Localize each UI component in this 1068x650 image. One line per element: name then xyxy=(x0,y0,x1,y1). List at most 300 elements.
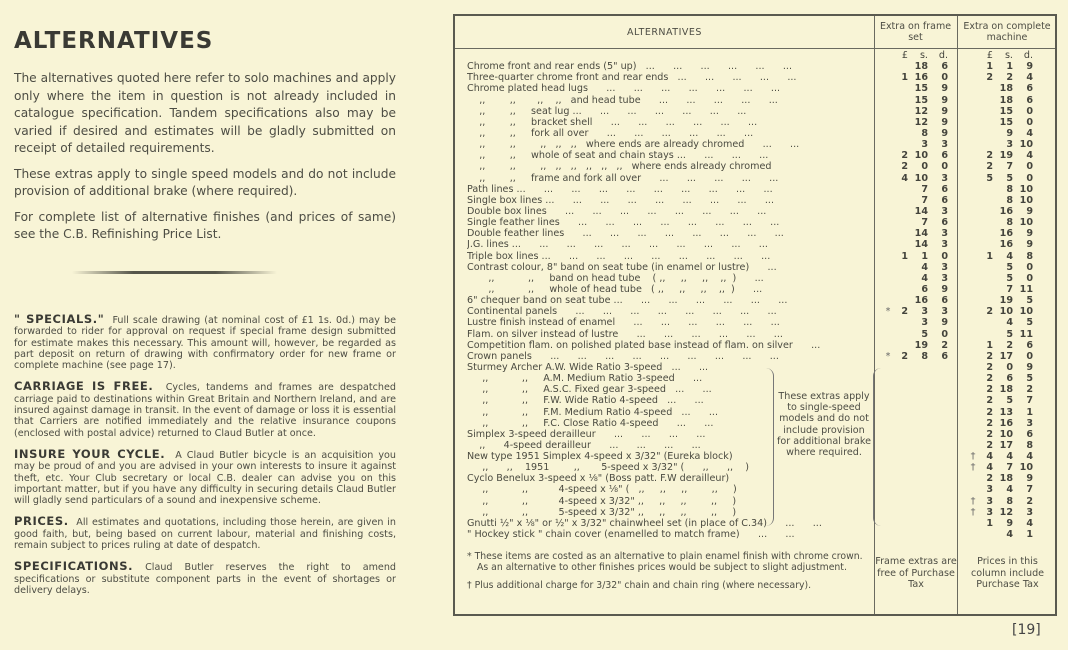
price-shillings: 8 xyxy=(921,350,928,362)
complete-machine-price xyxy=(967,128,1057,139)
frame-set-price xyxy=(882,195,962,206)
price-pounds: 1 xyxy=(986,250,993,262)
price-shillings: 5 xyxy=(1006,172,1013,184)
item-description: ,, ,, F.M. Medium Ratio 4-speed ... ... xyxy=(467,406,719,418)
price-shillings: 16 xyxy=(999,417,1013,429)
price-shillings: 10 xyxy=(999,428,1013,440)
table-row xyxy=(467,139,1057,150)
price-pounds xyxy=(979,195,993,206)
price-pence: 3 xyxy=(941,239,948,251)
item-description: ,, ,, whole of seat and chain stays ... ... ... ... xyxy=(467,150,769,162)
price-pence: 0 xyxy=(941,328,948,340)
price-pounds: 2 xyxy=(986,406,993,418)
price-pounds xyxy=(979,317,993,328)
complete-machine-price xyxy=(967,106,1057,117)
table-row xyxy=(467,451,1057,462)
units-row xyxy=(467,50,1057,61)
price-pence: 11 xyxy=(1019,283,1033,295)
unit-shillings: s. xyxy=(919,50,928,61)
price-shillings: 4 xyxy=(1006,484,1013,496)
price-pounds xyxy=(894,195,908,206)
complete-machine-price xyxy=(967,161,1057,172)
price-pence: 6 xyxy=(1026,94,1033,106)
price-mark xyxy=(882,184,894,195)
note-text: Full scale drawing (at nominal cost of £1 1s. 0d.) may be forwarded to rider for approval on request if special frame design submitted for estimate makes this necessary. This amount will, however, be regarded as part deposit on return of drawing with confirmatory order for new frame or complete machine (see page 17). xyxy=(14,315,396,372)
price-mark xyxy=(882,95,894,106)
price-mark xyxy=(967,128,979,139)
price-mark xyxy=(967,195,979,206)
price-pounds xyxy=(979,184,993,195)
table-row xyxy=(467,362,1057,373)
frame-set-price xyxy=(882,117,962,128)
price-mark xyxy=(967,206,979,217)
price-pence: 9 xyxy=(941,127,948,139)
price-pounds: 2 xyxy=(986,428,993,440)
price-pounds: 1 xyxy=(901,72,908,84)
price-pence: 9 xyxy=(941,94,948,106)
note-text: A Claud Butler bicycle is an acquisition you may be proud of and you are advised in your own interests to insure it against theft, etc. Your Club secretary or local C.B. dealer can advise you on this important matter, but if you have any difficulty in securing details Claud Butler will gladly send particulars of a sound and inexpensive scheme. xyxy=(14,449,397,507)
price-pounds xyxy=(894,239,908,250)
price-shillings: 19 xyxy=(914,339,928,351)
complete-machine-price xyxy=(967,228,1057,239)
price-mark xyxy=(882,83,894,94)
price-mark xyxy=(967,529,979,540)
price-shillings: 19 xyxy=(999,295,1013,307)
price-shillings: 1 xyxy=(921,250,928,262)
table-row xyxy=(467,351,1057,362)
price-shillings: 7 xyxy=(1006,161,1013,173)
complete-machine-price xyxy=(967,407,1057,418)
frame-set-price xyxy=(882,106,962,117)
frame-set-price xyxy=(882,340,962,351)
price-pounds: 2 xyxy=(986,350,993,362)
price-pence: 6 xyxy=(941,350,948,362)
price-pounds xyxy=(894,117,908,128)
price-shillings: 15 xyxy=(999,116,1013,128)
price-pence: 4 xyxy=(1026,451,1033,463)
price-mark xyxy=(882,117,894,128)
table-row xyxy=(467,95,1057,106)
price-mark xyxy=(882,139,894,150)
alternatives-price-table xyxy=(453,14,1057,616)
price-shillings: 8 xyxy=(1006,217,1013,229)
price-pence: 0 xyxy=(1026,272,1033,284)
note-specials xyxy=(14,314,396,371)
price-shillings: 7 xyxy=(921,194,928,206)
table-row xyxy=(467,128,1057,139)
table-row xyxy=(467,117,1057,128)
price-pence: 9 xyxy=(941,283,948,295)
price-pence: 9 xyxy=(1026,239,1033,251)
table-body xyxy=(467,50,1057,540)
complete-machine-price xyxy=(967,284,1057,295)
price-pounds: 4 xyxy=(986,462,993,474)
price-mark xyxy=(967,61,979,72)
item-description: ,, ,, fork all over ... ... ... ... ... ... xyxy=(467,127,754,139)
price-shillings: 10 xyxy=(914,172,928,184)
unit-shillings: s. xyxy=(1004,50,1013,61)
price-shillings: 16 xyxy=(914,295,928,307)
item-description: Three-quarter chrome front and rear ends ... ... ... ... ... xyxy=(467,72,797,84)
header-alternatives: ALTERNATIVES xyxy=(627,26,702,38)
table-row xyxy=(467,262,1057,273)
price-mark xyxy=(967,72,979,83)
intro-paragraph: These extras apply to single speed models and do not include provision of additional brake (where required). xyxy=(14,166,396,198)
price-pounds xyxy=(979,83,993,94)
price-mark xyxy=(967,95,979,106)
complete-machine-price xyxy=(967,529,1057,540)
price-mark xyxy=(882,72,894,83)
price-mark xyxy=(967,340,979,351)
price-pence: 0 xyxy=(941,72,948,84)
price-shillings: 14 xyxy=(914,228,928,240)
price-pence: 9 xyxy=(941,83,948,95)
frame-tax-note: Frame extras are free of Purchase Tax xyxy=(875,556,957,590)
price-pence: 5 xyxy=(1026,317,1033,329)
price-pounds xyxy=(979,206,993,217)
table-row xyxy=(467,83,1057,94)
price-pence: 3 xyxy=(941,261,948,273)
price-pence: 4 xyxy=(1026,517,1033,529)
complete-machine-price xyxy=(967,150,1057,161)
price-pounds: 2 xyxy=(986,72,993,84)
price-mark xyxy=(967,273,979,284)
price-shillings: 5 xyxy=(1006,395,1013,407)
complete-machine-price xyxy=(967,83,1057,94)
complete-machine-price xyxy=(967,340,1057,351)
footnote-asterisk: * These items are costed as an alternative to plain enamel finish with chrome crown. As an alternative to other finishes prices would be subject to slight adjustment. xyxy=(467,551,863,574)
complete-machine-price xyxy=(967,117,1057,128)
item-description: Crown panels ... ... ... ... ... ... ... ... ... xyxy=(467,350,779,362)
table-row xyxy=(467,484,1057,495)
complete-machine-price xyxy=(967,295,1057,306)
price-shillings: 8 xyxy=(1006,183,1013,195)
price-pence: 10 xyxy=(1019,183,1033,195)
table-row xyxy=(467,306,1057,317)
frame-set-price xyxy=(882,251,962,262)
item-description: 6" chequer band on seat tube ... ... ... ... ... ... ... xyxy=(467,295,788,307)
price-mark xyxy=(967,83,979,94)
price-shillings: 16 xyxy=(999,228,1013,240)
price-pounds: 2 xyxy=(986,361,993,373)
price-pence: 0 xyxy=(1026,116,1033,128)
price-mark xyxy=(967,150,979,161)
price-mark xyxy=(882,173,894,184)
price-pence: 8 xyxy=(1026,250,1033,262)
table-row xyxy=(467,473,1057,484)
table-row xyxy=(467,496,1057,507)
frame-set-price xyxy=(882,72,962,83)
complete-machine-price xyxy=(967,139,1057,150)
price-shillings: 16 xyxy=(914,72,928,84)
complete-machine-price xyxy=(967,72,1057,83)
frame-set-price xyxy=(882,295,962,306)
unit-pence: d. xyxy=(938,50,948,61)
complete-machine-price xyxy=(967,195,1057,206)
price-pounds xyxy=(894,83,908,94)
item-description: Double feather lines ... ... ... ... ... ... ... ... xyxy=(467,228,784,240)
table-row xyxy=(467,61,1057,72)
gear-extras-note: These extras apply to single-speed models and do not include provision for additional brake where required. xyxy=(777,391,871,459)
price-pence: 9 xyxy=(1026,361,1033,373)
complete-machine-price xyxy=(967,362,1057,373)
table-row xyxy=(467,217,1057,228)
price-mark xyxy=(967,117,979,128)
price-pounds xyxy=(894,295,908,306)
price-pence: 10 xyxy=(1019,194,1033,206)
price-mark xyxy=(967,106,979,117)
note-carriage xyxy=(14,381,396,438)
item-description: Double box lines ... ... ... ... ... ... ... ... xyxy=(467,205,767,217)
price-shillings: 5 xyxy=(1006,272,1013,284)
price-shillings: 15 xyxy=(914,83,928,95)
price-mark xyxy=(882,106,894,117)
price-pence: 6 xyxy=(941,217,948,229)
price-shillings: 18 xyxy=(999,384,1013,396)
unit-pounds: £ xyxy=(986,50,993,61)
price-shillings: 7 xyxy=(1006,283,1013,295)
price-pounds xyxy=(894,61,908,72)
price-pounds: 2 xyxy=(986,417,993,429)
table-row xyxy=(467,395,1057,406)
price-mark xyxy=(882,195,894,206)
price-pence: 3 xyxy=(1026,506,1033,518)
price-pence: 9 xyxy=(1026,473,1033,485)
price-mark xyxy=(967,284,979,295)
price-pounds: 1 xyxy=(901,250,908,262)
price-mark xyxy=(967,295,979,306)
price-shillings: 17 xyxy=(999,350,1013,362)
price-pence: 5 xyxy=(1026,295,1033,307)
price-mark xyxy=(967,329,979,340)
complete-machine-price xyxy=(967,173,1057,184)
right-brace xyxy=(873,368,882,526)
price-pence: 0 xyxy=(1026,172,1033,184)
price-shillings: 18 xyxy=(999,83,1013,95)
price-mark xyxy=(967,418,979,429)
price-pounds: 2 xyxy=(986,395,993,407)
price-shillings: 18 xyxy=(999,473,1013,485)
item-description: J.G. lines ... ... ... ... ... ... ... ... ... ... xyxy=(467,239,768,251)
price-shillings: 12 xyxy=(914,116,928,128)
complete-machine-price xyxy=(967,206,1057,217)
price-shillings: 4 xyxy=(1006,451,1013,463)
complete-machine-price xyxy=(967,473,1057,484)
frame-set-price xyxy=(882,83,962,94)
price-pounds: 1 xyxy=(986,61,993,73)
price-shillings: 1 xyxy=(1006,61,1013,73)
item-description: " Hockey stick " chain cover (enamelled to match frame) ... ... xyxy=(467,529,795,541)
price-pence: 2 xyxy=(1026,495,1033,507)
price-mark xyxy=(882,239,894,250)
price-shillings: 8 xyxy=(921,127,928,139)
price-shillings: 5 xyxy=(1006,261,1013,273)
item-description: Lustre finish instead of enamel ... ... ... ... ... ... xyxy=(467,317,780,329)
price-pence: 4 xyxy=(1026,150,1033,162)
table-row xyxy=(467,429,1057,440)
unit-pence: d. xyxy=(1023,50,1033,61)
price-mark xyxy=(882,295,894,306)
frame-set-price xyxy=(882,150,962,161)
item-description: ,, ,, 4-speed x 3/32" ,, ,, ,, ,, ) xyxy=(467,495,737,507)
frame-set-price xyxy=(882,284,962,295)
price-pence: 2 xyxy=(941,339,948,351)
price-pence: 7 xyxy=(1026,484,1033,496)
price-pence: 5 xyxy=(1026,373,1033,385)
price-pounds: 5 xyxy=(986,172,993,184)
price-shillings: 18 xyxy=(914,61,928,73)
price-pounds: 2 xyxy=(901,350,908,362)
price-pounds xyxy=(979,295,993,306)
table-row xyxy=(467,529,1057,540)
table-row xyxy=(467,206,1057,217)
price-mark xyxy=(882,161,894,172)
price-pence: 6 xyxy=(941,61,948,73)
item-description: Continental panels ... ... ... ... ... ... ... ... xyxy=(467,306,777,318)
table-row xyxy=(467,462,1057,473)
price-pence: 3 xyxy=(1026,417,1033,429)
complete-machine-price xyxy=(967,440,1057,451)
price-pounds xyxy=(894,273,908,284)
price-pounds: 2 xyxy=(901,161,908,173)
price-pounds: 2 xyxy=(986,161,993,173)
price-mark xyxy=(967,173,979,184)
price-pence: 1 xyxy=(1026,529,1033,541)
price-pence: 3 xyxy=(941,228,948,240)
price-shillings: 3 xyxy=(921,139,928,151)
frame-set-price xyxy=(882,184,962,195)
complete-machine-price xyxy=(967,351,1057,362)
price-mark: † xyxy=(970,495,976,507)
complete-machine-price xyxy=(967,518,1057,529)
price-mark: * xyxy=(885,306,891,318)
item-description: Contrast colour, 8" band on seat tube (in enamel or lustre) ... xyxy=(467,261,777,273)
item-description: Sturmey Archer A.W. Wide Ratio 3-speed ... ... xyxy=(467,361,709,373)
price-mark xyxy=(882,284,894,295)
price-mark xyxy=(967,306,979,317)
table-row xyxy=(467,184,1057,195)
price-pence: 6 xyxy=(941,183,948,195)
price-shillings: 9 xyxy=(1006,127,1013,139)
note-text: Cycles, tandems and frames are despatched carriage paid to destinations within Great Britain and Northern Ireland, and are insured against damage in transit. In the event of damage or loss it is essential that Carriers are notified immediately and the relative insurance coupons (enclosed with postal advice) returned to Claud Butler at once. xyxy=(14,382,396,439)
price-shillings: 15 xyxy=(914,94,928,106)
price-pounds: 2 xyxy=(986,384,993,396)
price-shillings: 6 xyxy=(1006,373,1013,385)
frame-set-price xyxy=(882,239,962,250)
price-pounds: 2 xyxy=(986,473,993,485)
price-pence: 3 xyxy=(941,205,948,217)
price-shillings: 4 xyxy=(921,261,928,273)
price-pounds xyxy=(979,128,993,139)
price-mark xyxy=(967,429,979,440)
note-heading: CARRIAGE IS FREE. xyxy=(14,379,154,394)
price-mark xyxy=(882,262,894,273)
price-mark xyxy=(967,518,979,529)
price-shillings: 4 xyxy=(921,272,928,284)
price-shillings: 10 xyxy=(914,150,928,162)
item-description: Gnutti ½" x ⅛" or ½" x 3/32" chainwheel set (in place of C.34) ... ... xyxy=(467,517,822,529)
price-shillings: 8 xyxy=(1006,495,1013,507)
left-page xyxy=(14,28,396,252)
price-pence: 1 xyxy=(1026,406,1033,418)
item-description: Competition flam. on polished plated base instead of flam. on silver ... xyxy=(467,339,821,351)
price-mark: † xyxy=(970,506,976,518)
price-pounds xyxy=(979,529,993,540)
price-pence: 9 xyxy=(941,116,948,128)
price-shillings: 9 xyxy=(1006,517,1013,529)
price-shillings: 3 xyxy=(921,306,928,318)
price-mark xyxy=(882,273,894,284)
price-mark xyxy=(882,251,894,262)
note-insure xyxy=(14,446,397,507)
item-description: ,, ,, ,, ,, ,, ,, ,, ,, where ends already chromed xyxy=(467,161,772,173)
price-pounds: 2 xyxy=(986,150,993,162)
price-shillings: 17 xyxy=(999,439,1013,451)
price-shillings: 5 xyxy=(1006,328,1013,340)
price-mark: * xyxy=(885,350,891,362)
complete-machine-price xyxy=(967,418,1057,429)
item-description: Flam. on silver instead of lustre ... ... ... ... ... ... xyxy=(467,328,783,340)
price-mark: † xyxy=(970,451,976,463)
price-pounds xyxy=(979,273,993,284)
price-shillings: 16 xyxy=(999,239,1013,251)
complete-tax-note: Prices in this column include Purchase Tax xyxy=(970,556,1045,590)
price-shillings: 15 xyxy=(999,105,1013,117)
price-shillings: 12 xyxy=(999,506,1013,518)
item-description: Triple box lines ... ... ... ... ... ... ... ... ... xyxy=(467,250,771,262)
price-mark xyxy=(967,384,979,395)
price-pounds: 2 xyxy=(901,306,908,318)
price-pounds xyxy=(979,139,993,150)
price-mark xyxy=(967,161,979,172)
frame-set-price xyxy=(882,329,962,340)
price-shillings: 12 xyxy=(914,105,928,117)
complete-machine-price xyxy=(967,273,1057,284)
complete-machine-price xyxy=(967,462,1057,473)
table-row xyxy=(467,518,1057,529)
price-pence: 10 xyxy=(1019,306,1033,318)
price-pence: 9 xyxy=(1026,205,1033,217)
price-shillings: 3 xyxy=(1006,139,1013,151)
price-shillings: 7 xyxy=(1006,462,1013,474)
frame-set-price xyxy=(882,61,962,72)
note-heading: INSURE YOUR CYCLE. xyxy=(14,446,166,461)
price-pence: 9 xyxy=(1026,61,1033,73)
terms-notes xyxy=(14,314,396,606)
header-rule xyxy=(455,48,1055,49)
price-mark xyxy=(967,407,979,418)
table-row xyxy=(467,317,1057,328)
item-description: ,, ,, A.M. Medium Ratio 3-speed ... xyxy=(467,373,703,385)
complete-machine-price xyxy=(967,61,1057,72)
price-mark xyxy=(882,206,894,217)
price-shillings: 6 xyxy=(921,283,928,295)
price-pounds xyxy=(894,128,908,139)
price-shillings: 4 xyxy=(1006,529,1013,541)
complete-machine-price xyxy=(967,496,1057,507)
price-pence: 3 xyxy=(941,272,948,284)
price-pounds: 4 xyxy=(986,451,993,463)
table-row xyxy=(467,161,1057,172)
price-mark xyxy=(882,340,894,351)
price-pence: 6 xyxy=(941,194,948,206)
table-row xyxy=(467,295,1057,306)
price-shillings: 19 xyxy=(999,150,1013,162)
price-shillings: 18 xyxy=(999,94,1013,106)
table-row xyxy=(467,418,1057,429)
table-row xyxy=(467,440,1057,451)
note-specifications xyxy=(14,561,396,596)
